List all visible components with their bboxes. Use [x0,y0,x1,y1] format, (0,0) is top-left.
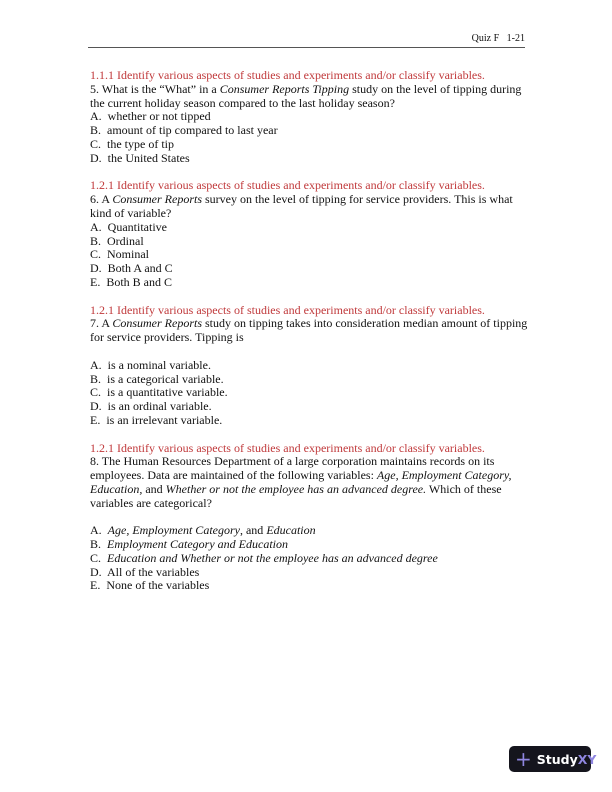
stem-text: study on tipping takes into consideration median amount of tipping for service providers. Tipping is [90,316,528,345]
option-b: B. Ordinal [90,233,144,248]
page-header [88,33,525,48]
badge-text-main: Study [536,751,578,767]
option-text: None of the variables [106,578,210,593]
option-a: A. Quantitative [90,219,167,234]
plus-icon: + [515,747,532,771]
option-d: D. Both A and C [90,261,173,276]
stem-italic: Age, Employment Category, Education, [90,468,512,496]
option-a: A. whether or not tipped [90,109,211,124]
spacer [90,511,530,525]
question-8 [90,442,530,594]
option-b: B. amount of tip compared to last year [90,123,278,138]
stem-italic: Consumer Reports [112,192,203,207]
stem-text: 5. What is the “What” in a [90,81,220,96]
learning-objective: 1.2.1 Identify various aspects of studies and experiments and/or classify variables. [90,178,485,193]
option-letter: A. [90,523,108,538]
question-7 [90,304,530,428]
option-a: A. is a nominal variable. [90,357,211,372]
option-letter: E. [90,578,107,593]
spacer [90,345,530,359]
learning-objective: 1.1.1 Identify various aspects of studies and experiments and/or classify variables. [90,68,485,82]
option-c: C. the type of tip [90,136,174,151]
option-e: E. is an irrelevant variable. [90,412,223,427]
stem-text: 8. The Human Resources Department of a large corporation maintains records on its employees. Data are maintained of the following variables: [90,454,495,483]
stem-italic: Consumer Reports [112,316,203,331]
stem-text: and [142,481,166,496]
learning-objective: 1.2.1 Identify various aspects of studies and experiments and/or classify variables. [90,440,485,455]
quiz-content [90,69,530,607]
stem-text: survey on the level of tipping for service providers. This is what kind of variable? [90,192,513,220]
option-e: E. Both B and C [90,274,173,289]
option-italic: Education and Whether or not the employee has an advanced degree [107,550,438,565]
option-b: B. is a categorical variable. [90,371,224,386]
option-letter: B. [90,537,108,552]
quiz-title: Quiz F [471,33,500,44]
option-letter: C. [90,550,108,565]
option-italic: Employment Category and Education [107,537,288,552]
badge-text-accent: XY [577,751,597,767]
badge-label [537,752,597,767]
option-c [90,552,530,566]
stem-text: 7. A [90,316,113,331]
option-d: D. is an ordinal variable. [90,399,212,414]
stem-text: Which of these variables are categorical? [90,481,502,510]
question-stem [90,193,530,221]
option-text: , and [239,523,267,538]
option-e [90,579,530,593]
stem-italic: Consumer Reports Tipping [219,81,350,96]
page-number: 1-21 [506,33,525,44]
option-d [90,566,530,580]
question-5 [90,69,530,166]
option-d: D. the United States [90,150,190,165]
stem-text: 6. A [90,192,113,207]
stem-italic: Whether or not the employee has an advanced degree. [165,481,427,496]
option-letter: D. [90,564,108,579]
option-c: C. is a quantitative variable. [90,385,228,400]
question-6 [90,179,530,289]
option-text: All of the variables [107,564,200,579]
option-a [90,524,530,538]
learning-objective: 1.2.1 Identify various aspects of studies and experiments and/or classify variables. [90,302,485,317]
question-stem [90,83,530,111]
question-stem [90,455,530,510]
question-stem [90,317,530,345]
studyxy-badge[interactable] [509,746,597,772]
option-italic: Education [266,523,316,538]
option-italic: Age, Employment Category [107,523,240,538]
option-c: C. Nominal [90,247,149,262]
option-b [90,538,530,552]
stem-text: study on the level of tipping during the current holiday season compared to the last holiday season? [90,81,522,110]
